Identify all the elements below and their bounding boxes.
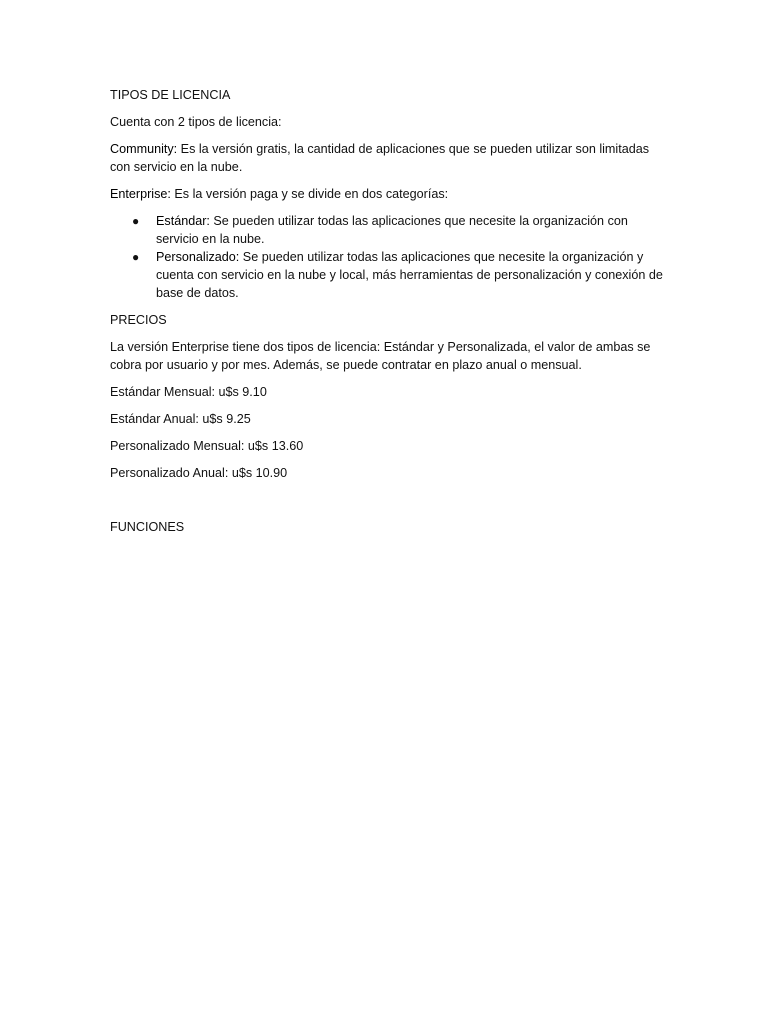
- section-heading-precios: PRECIOS: [110, 313, 167, 327]
- price-line-personalizado-mensual: Personalizado Mensual: u$s 13.60: [110, 439, 304, 453]
- bullet-icon: ●: [132, 214, 140, 228]
- personalizado-label: Personalizado:: [156, 250, 240, 264]
- category-list: [110, 212, 670, 302]
- enterprise-label: Enterprise:: [110, 187, 171, 201]
- price-line-personalizado-anual: Personalizado Anual: u$s 10.90: [110, 466, 288, 480]
- estandar-label: Estándar:: [156, 214, 210, 228]
- intro-paragraph: Cuenta con 2 tipos de licencia:: [110, 115, 282, 129]
- list-item-estandar: [110, 212, 670, 248]
- bullet-icon: ●: [132, 250, 140, 264]
- community-text: Es la versión gratis, la cantidad de aplicaciones que se pueden utilizar son limitadas con servicio en la nube.: [110, 142, 650, 174]
- community-paragraph: [110, 140, 670, 176]
- price-line-estandar-mensual: Estándar Mensual: u$s 9.10: [110, 385, 267, 399]
- estandar-text: Se pueden utilizar todas las aplicaciones que necesite la organización con servicio en la nube.: [156, 214, 628, 246]
- community-label: Community:: [110, 142, 178, 156]
- enterprise-text: Es la versión paga y se divide en dos categorías:: [170, 187, 449, 201]
- list-item-personalizado: [110, 248, 670, 302]
- blank-line: [110, 491, 670, 518]
- prices-intro-paragraph: La versión Enterprise tiene dos tipos de licencia: Estándar y Personalizada, el valor de ambas se cobra por usuario y por mes. Además, se puede contratar en plazo anual o mensual.: [110, 340, 651, 372]
- personalizado-text: Se pueden utilizar todas las aplicaciones que necesite la organización y cuenta con servicio en la nube y local, más herramientas de personalización y conexión de base de datos.: [156, 250, 663, 300]
- enterprise-paragraph: [110, 185, 670, 203]
- section-heading-funciones: FUNCIONES: [110, 520, 185, 534]
- document-body: [110, 86, 670, 545]
- section-heading-tipos-de-licencia: TIPOS DE LICENCIA: [110, 88, 231, 102]
- price-line-estandar-anual: Estándar Anual: u$s 9.25: [110, 412, 251, 426]
